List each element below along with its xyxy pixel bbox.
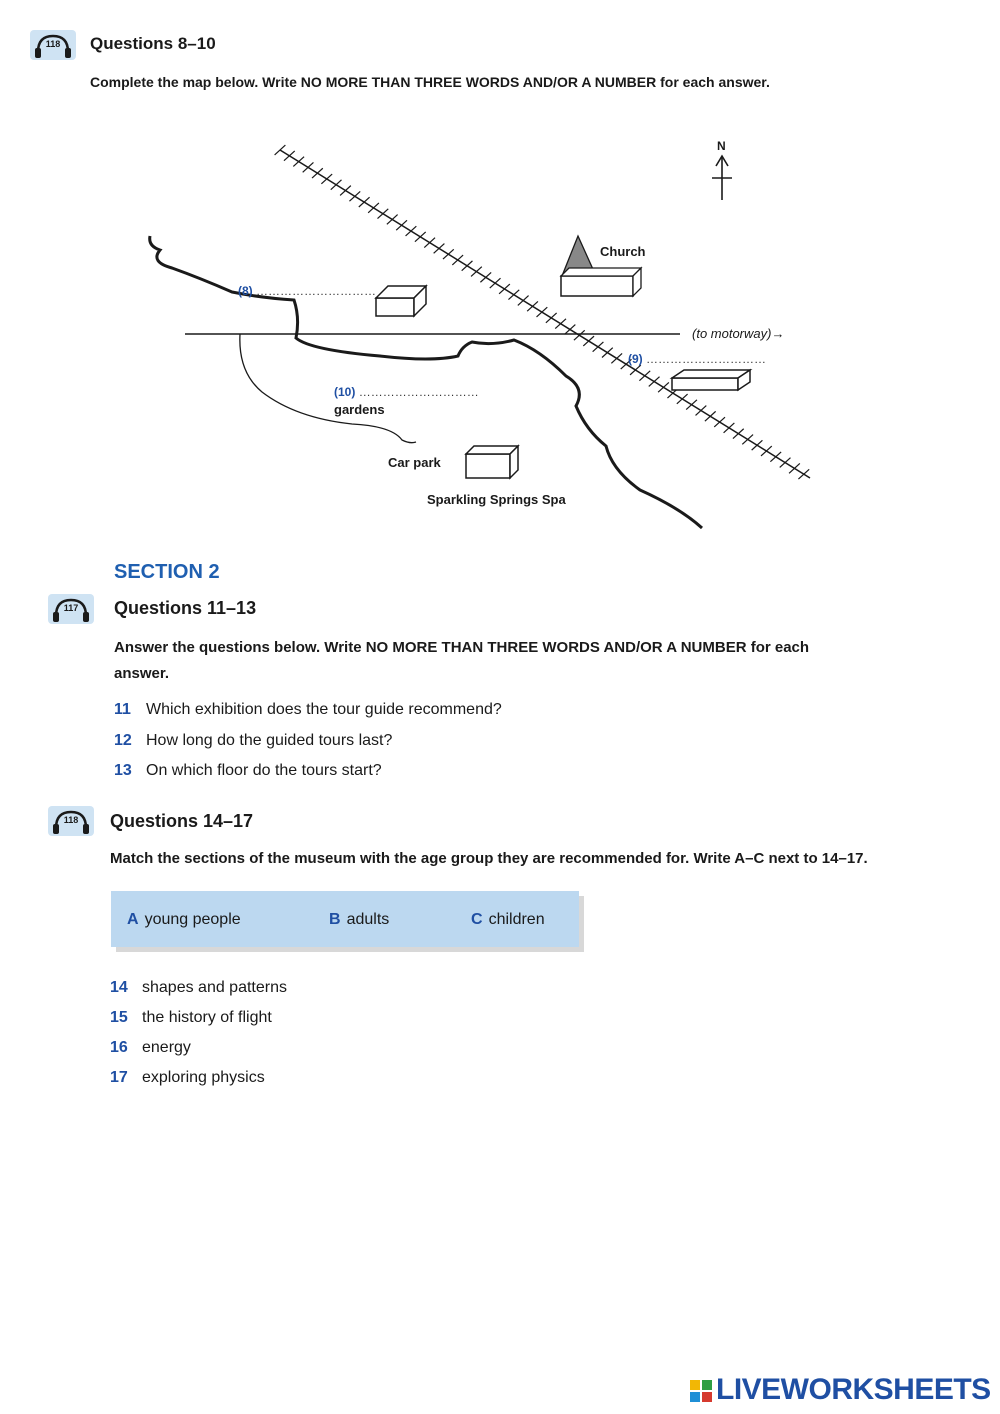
answer-10-label	[334, 385, 479, 399]
question-12	[114, 732, 392, 750]
gardens-label: gardens	[334, 402, 385, 417]
item-text: the history of flight	[142, 1009, 272, 1026]
item-17	[110, 1069, 265, 1087]
logo-text: LIVEWORKSHEETS	[716, 1373, 991, 1406]
answer-9-blank[interactable]: …………………………	[646, 352, 767, 366]
question-text: How long do the guided tours last?	[146, 732, 393, 749]
option-a	[127, 911, 241, 929]
matching-instruction: Match the sections of the museum with the age group they are recommended for. Write A–C next to 14–17.	[110, 850, 868, 867]
question-number: 12	[114, 732, 132, 749]
option-c	[471, 911, 545, 929]
item-number: 16	[110, 1039, 128, 1056]
option-b	[329, 911, 389, 929]
liveworksheets-logo	[690, 1373, 991, 1407]
railway-line	[275, 145, 810, 479]
church-label: Church	[600, 244, 646, 259]
answer-8-number: (8)	[238, 284, 253, 298]
option-text: adults	[346, 911, 390, 928]
track-number: 118	[63, 815, 79, 825]
north-arrow-icon	[712, 156, 732, 200]
item-16	[110, 1039, 191, 1057]
option-letter: B	[329, 911, 341, 928]
option-letter: A	[127, 911, 139, 928]
question-text: Which exhibition does the tour guide recommend?	[146, 701, 502, 718]
track-number: 118	[45, 39, 61, 49]
logo-squares-icon	[690, 1380, 712, 1402]
question-text: On which floor do the tours start?	[146, 762, 382, 779]
questions-8-10-heading: Questions 8–10	[90, 34, 216, 53]
answer-10-blank[interactable]: …………………………	[358, 385, 479, 399]
answer-10-number: (10)	[334, 385, 356, 399]
questions-14-17-heading: Questions 14–17	[110, 811, 254, 831]
section-title: SECTION 2	[114, 561, 220, 583]
headphones-icon	[48, 806, 94, 836]
item-14	[110, 979, 287, 997]
question-11	[114, 701, 502, 719]
option-text: young people	[144, 911, 241, 928]
question-number: 11	[114, 701, 131, 718]
item-15	[110, 1009, 272, 1027]
north-label: N	[717, 139, 726, 153]
item-number: 15	[110, 1009, 128, 1026]
instruction-line-1: Answer the questions below. Write NO MORE THAN THREE WORDS AND/OR A NUMBER for each	[114, 639, 810, 656]
spa-building-icon	[466, 446, 518, 478]
item-text: energy	[142, 1039, 191, 1056]
item-text: exploring physics	[142, 1069, 265, 1086]
option-text: children	[488, 911, 545, 928]
options-box	[111, 891, 579, 947]
answer-8-blank[interactable]: …………………………	[256, 284, 377, 298]
motorway-label: (to motorway)→	[692, 326, 785, 341]
track-number: 117	[63, 603, 79, 613]
item-number: 14	[110, 979, 128, 996]
answer-9-label	[628, 352, 766, 366]
answer-8-label	[238, 284, 376, 298]
question-13	[114, 762, 382, 780]
section2-instruction	[114, 635, 809, 687]
headphones-icon	[48, 594, 94, 624]
question-number: 13	[114, 762, 132, 779]
instruction-line-2: answer.	[114, 665, 170, 682]
answer-9-number: (9)	[628, 352, 643, 366]
building-8-icon	[376, 286, 426, 316]
map-drawing	[0, 0, 1000, 560]
item-number: 17	[110, 1069, 128, 1086]
item-text: shapes and patterns	[142, 979, 287, 996]
building-9-icon	[672, 370, 750, 390]
spa-label: Sparkling Springs Spa	[427, 492, 566, 507]
questions-11-13-heading: Questions 11–13	[114, 598, 257, 618]
option-letter: C	[471, 911, 483, 928]
car-park-label: Car park	[388, 455, 441, 470]
map-instruction: Complete the map below. Write NO MORE THAN THREE WORDS AND/OR A NUMBER for each answer.	[90, 74, 770, 90]
